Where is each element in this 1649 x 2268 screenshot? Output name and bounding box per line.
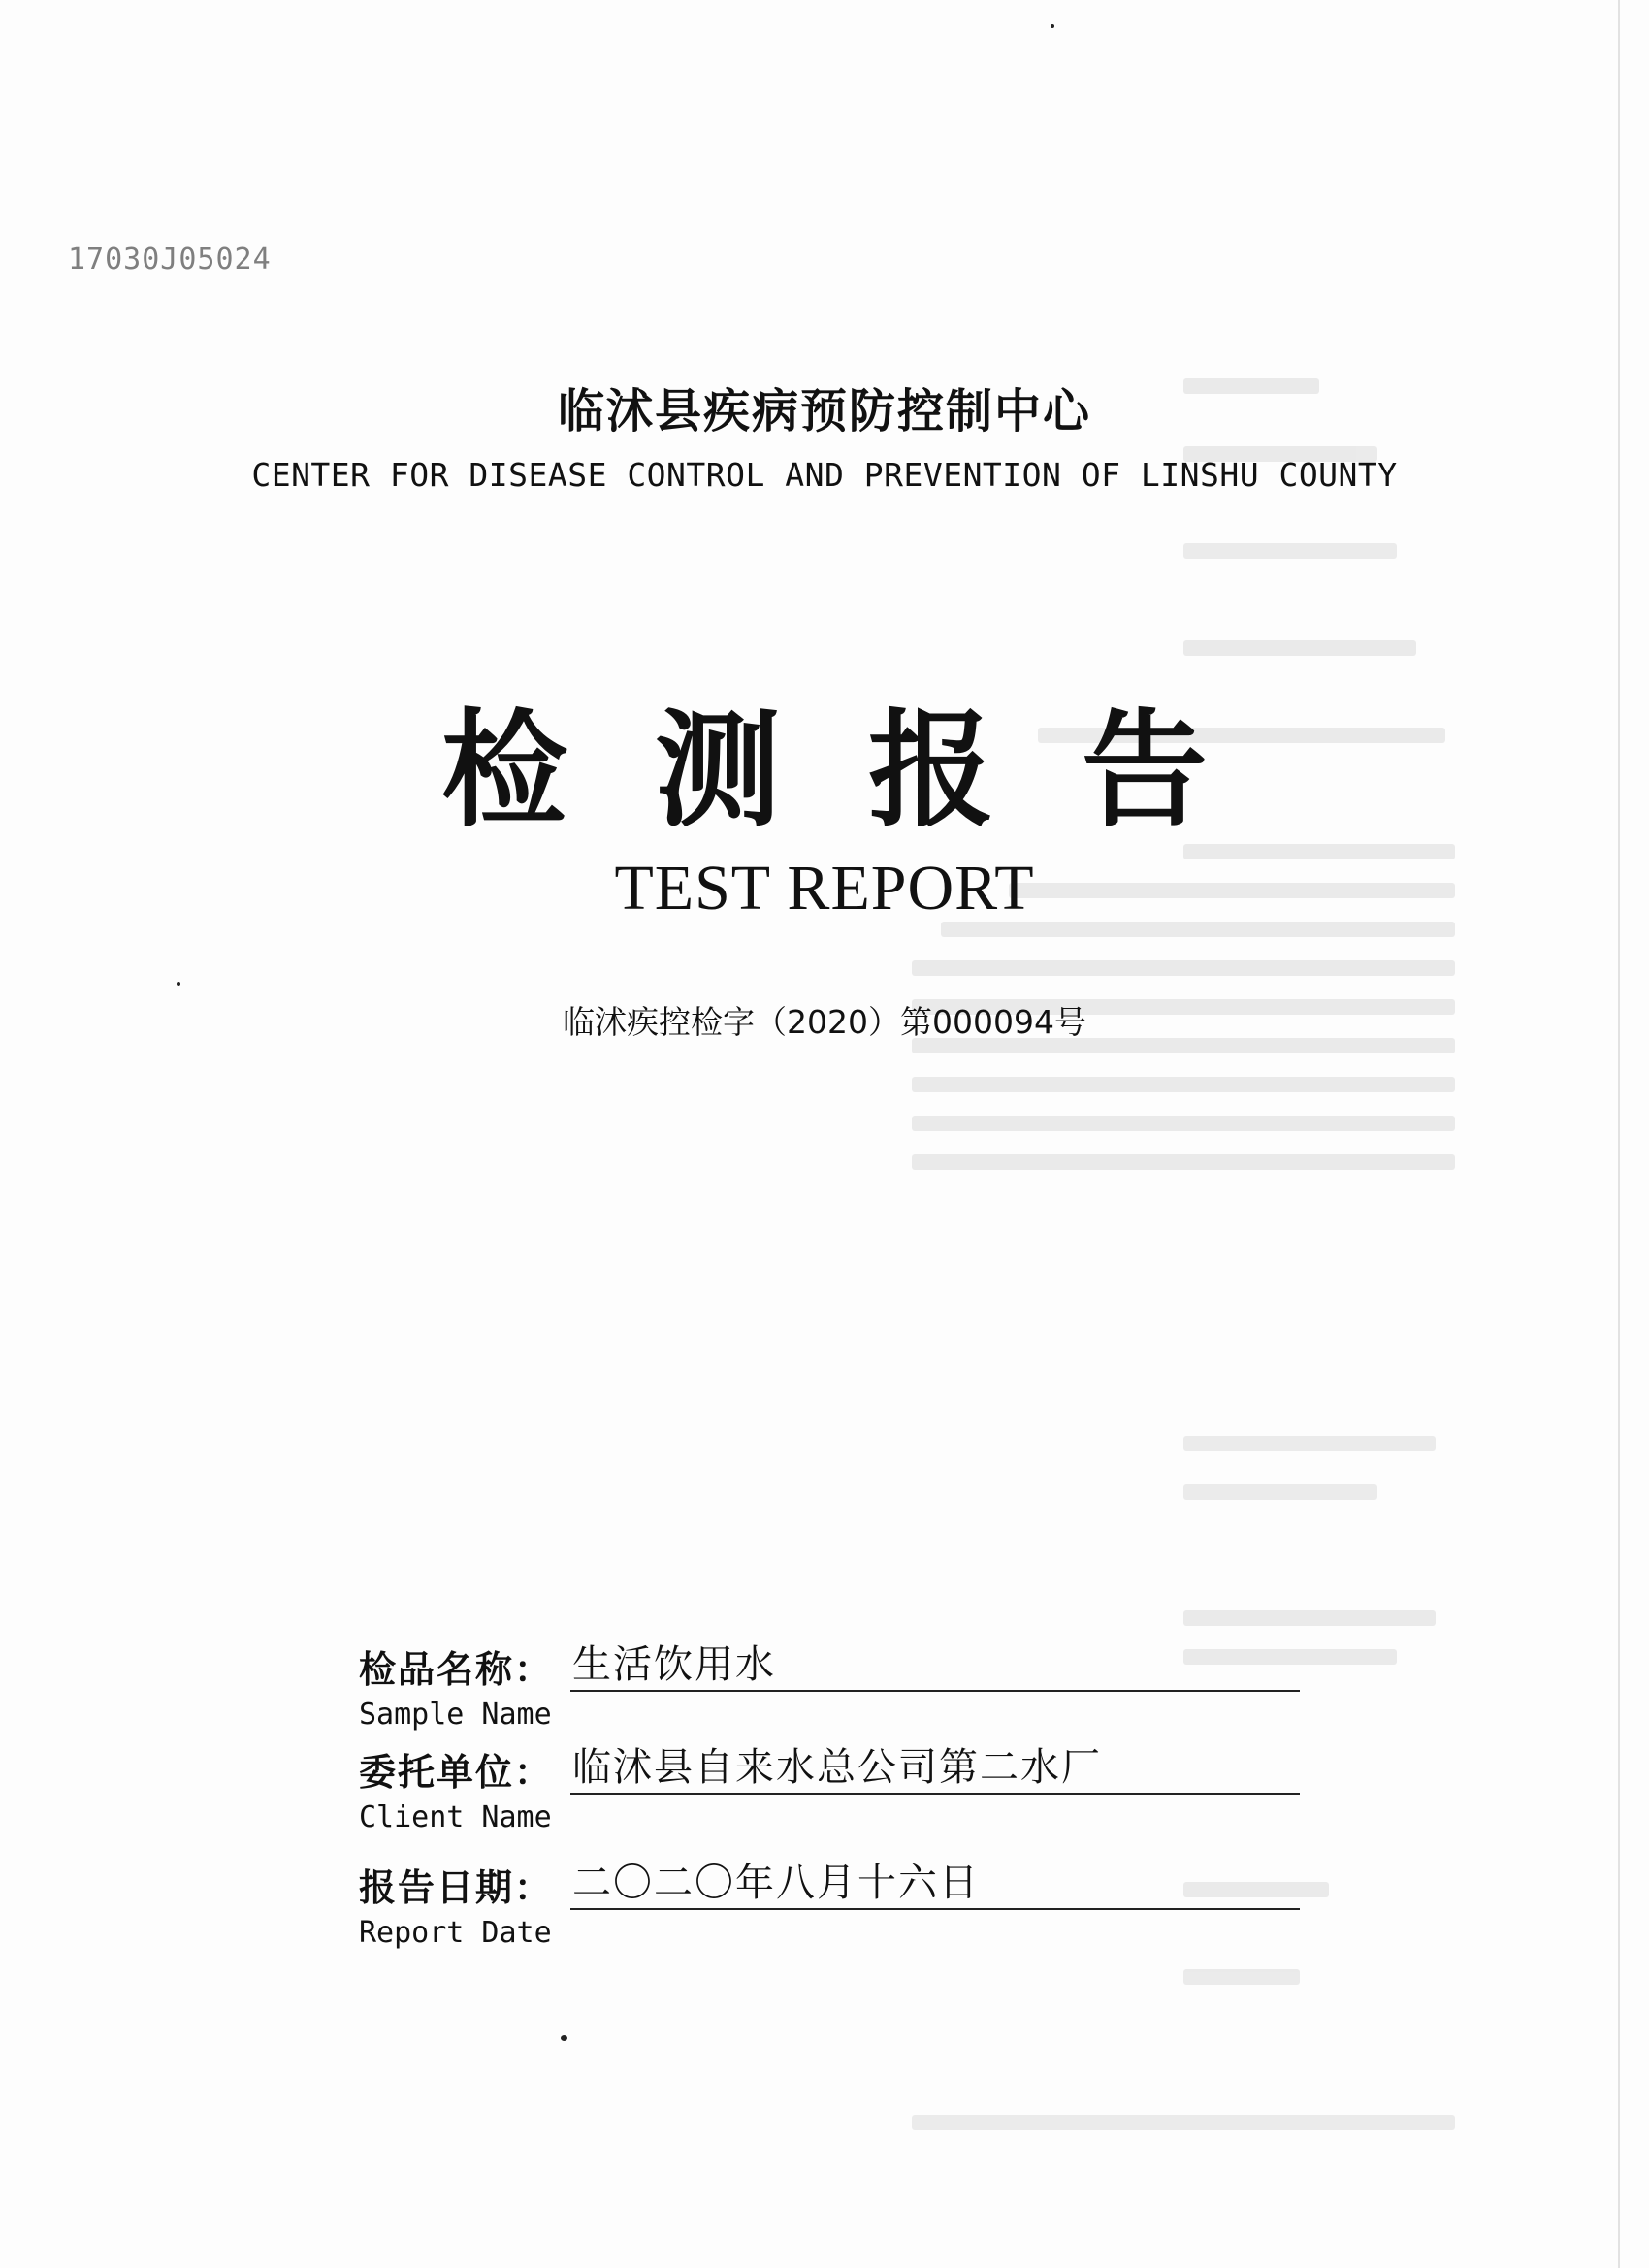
- serial-number-stamp: 17030J05024: [68, 243, 272, 276]
- report-title-en: TEST REPORT: [614, 853, 1035, 923]
- organization-name-cn: 临沭县疾病预防控制中心: [557, 384, 1091, 438]
- report-date-underline: [570, 1908, 1300, 1910]
- scan-speck: [561, 2035, 567, 2041]
- client-name-field: [359, 1742, 1329, 1849]
- sample-name-label-en: Sample Name: [359, 1698, 552, 1732]
- organization-name-en: CENTER FOR DISEASE CONTROL AND PREVENTION OF LINSHU COUNTY: [251, 456, 1398, 494]
- report-date-value: 二〇二〇年八月十六日: [572, 1861, 980, 1905]
- scan-edge-shadow: [1618, 0, 1620, 2268]
- client-name-label-en: Client Name: [359, 1800, 552, 1834]
- client-name-underline: [570, 1793, 1300, 1795]
- sample-name-underline: [570, 1690, 1300, 1692]
- report-title-cn: 检测报告: [440, 696, 1295, 844]
- scan-speck: [1051, 24, 1054, 28]
- report-date-field: [359, 1858, 1329, 1964]
- scan-speck: [177, 982, 180, 986]
- report-date-label-cn: 报告日期：: [359, 1866, 554, 1909]
- sample-name-label-cn: 检品名称：: [359, 1648, 554, 1691]
- client-name-value: 临沭县自来水总公司第二水厂: [572, 1745, 1102, 1790]
- sample-name-field: [359, 1639, 1329, 1746]
- report-date-label-en: Report Date: [359, 1916, 552, 1950]
- client-name-label-cn: 委托单位：: [359, 1751, 554, 1794]
- sample-name-value: 生活饮用水: [572, 1642, 776, 1687]
- report-number: 临沭疾控检字（2020）第000094号: [563, 1003, 1086, 1041]
